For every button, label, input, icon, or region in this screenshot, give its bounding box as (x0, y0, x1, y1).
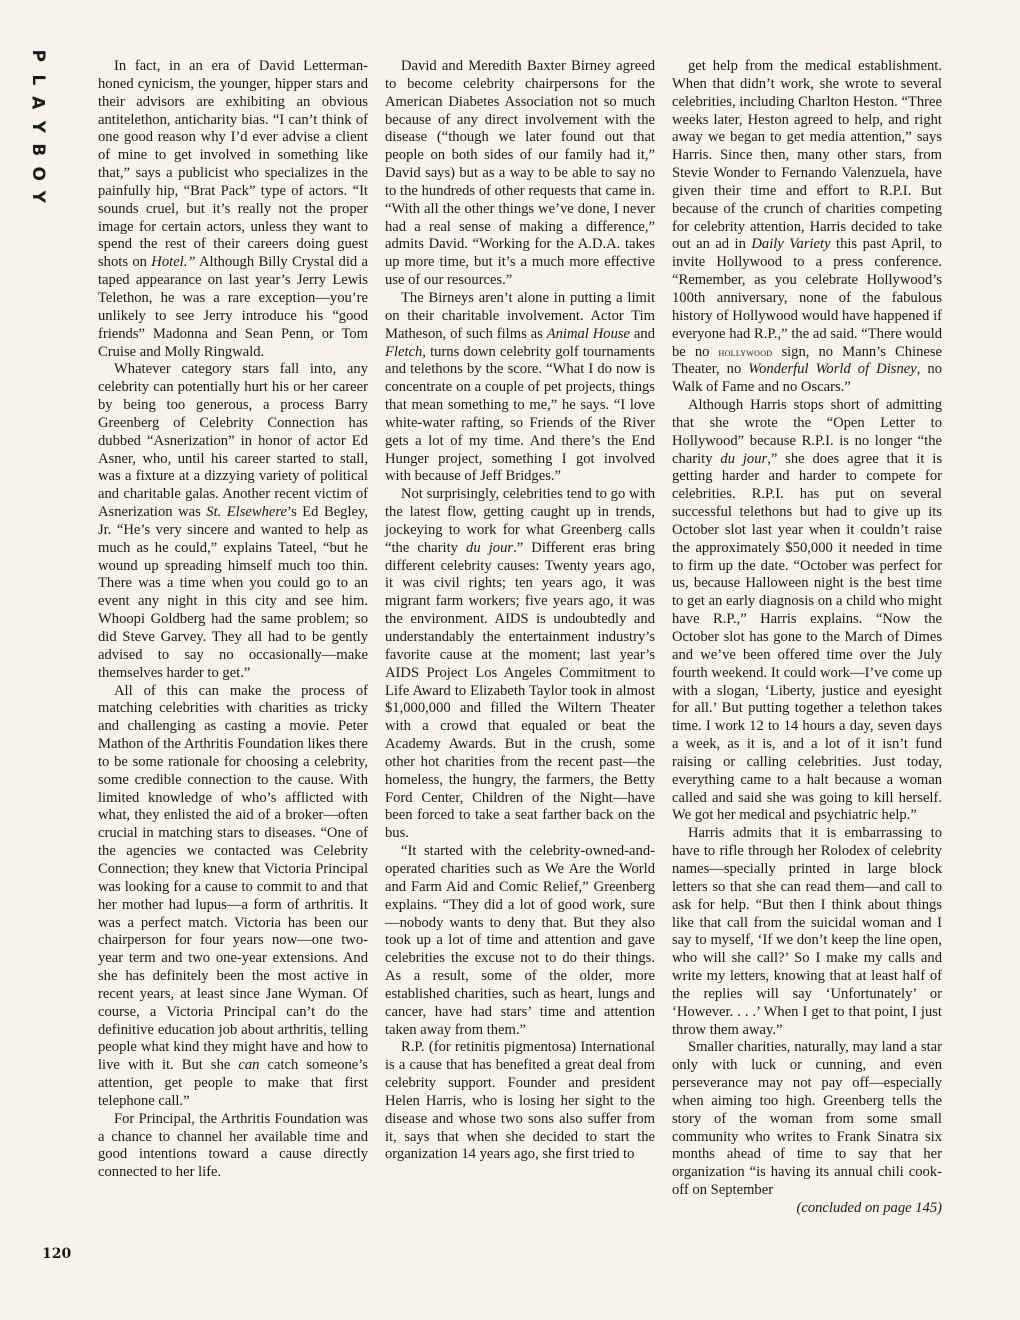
article-paragraph (672, 58, 942, 397)
article-column-1 (98, 58, 368, 1182)
text-run: Although Billy Crystal did a taped appearance on last year’s Jerry Lewis Telethon, he was a rare exception—you’re unlikely to see Jerry introduce his “good friends” Madonna and Sean Penn, or Tom Cruise and Molly Ringwald. (98, 254, 369, 360)
text-run: “It started with the celebrity-owned-and-operated charities such as We Are the World and Farm Aid and Comic Relief,” Greenberg explains. “They did a lot of good work, sure—nobody wants to deny that. But they also took up a lot of time and attention and gave celebrities the excuse not to do their things. As a result, some of the older, more established charities, such as heart, lungs and cancer, have had stars’ time and attention taken away from them.” (385, 843, 655, 1038)
text-run: , no Walk of Fame and no Oscars.” (672, 361, 942, 396)
text-run: Smaller charities, naturally, may land a star only with luck or cunning, and even perseverance may not pay off—especially when aiming too high. Greenberg tells the story of the woman from some small community who writes to Frank Sinatra six months ahead of time to say that her organization “is having its annual chili cook-off on September (672, 1039, 942, 1199)
italic-text: Wonderful World of Disney (748, 361, 917, 378)
masthead-vertical (24, 44, 50, 209)
masthead-letter: Y (27, 120, 48, 133)
text-run: get help from the medical establishment. When that didn’t work, she wrote to several celebrities, including Charlton Heston. “Three weeks later, Heston agreed to help, and right away we began to get media attention,” says Harris. Since then, many other stars, from Stevie Wonder to Fernando Valenzuela, have given their time and effort to R.P.I. But because of the crunch of charities competing for celebrity attention, Harris decided to take out an ad in (672, 58, 942, 253)
text-run: Harris admits that it is embarrassing to have to rifle through her Rolodex of celebrity names—specially printed in large block letters so that she can read them—and call to ask for help. “But then I think about things like that call from the suicidal woman and I say to myself, ‘If we don’t keep the line open, who will she call?’ So I make my calls and write my letters, knowing that at least half of the replies will say ‘Unfortunately’ or ‘However. . . .’ When I get to that point, I just throw them away.” (672, 825, 942, 1038)
masthead-letter: O (27, 166, 48, 181)
italic-text: Animal House (546, 325, 631, 342)
text-run: this past April, to invite Hollywood to a press conference. “Remember, as you celebrate Hollywood’s 100th anniversary, none of the fabulous history of Hollywood would have happened if everyone had R.P.,” the ad said. “There would be no (672, 236, 942, 360)
italic-text: du jour (466, 539, 514, 556)
text-run: and (630, 325, 655, 342)
article-paragraph (385, 843, 655, 1039)
text-run: ,” she does agree that it is getting harder and harder to compete for celebrities. R.P.I. has put on several successful telethons but had to give up its October slot last year when it couldn’t raise the approximately $50,000 it needed in time to firm up the date. “October was perfect for us, because Halloween night is the best time to get an early diagnosis on a child who might have R.P.,” Harris explains. “Now the October slot has gone to the March of Dimes and we’ve been offered time over the July fourth weekend. It could work—I’ve come up with a slogan, ‘Liberty, justice and eyesight for all.’ But putting together a telethon takes time. I work 12 to 14 hours a day, seven days a week, as it is, and a lot of it isn’t fund raising or calling celebrities. Just today, everything came to a halt because a woman called and said she was going to kill herself. We got her medical and psychiatric help.” (672, 450, 943, 824)
article-paragraph (98, 683, 368, 1111)
continuation-note: (concluded on page 145) (796, 1200, 942, 1216)
article-paragraph (98, 1111, 368, 1182)
text-run: .” Different eras bring different celebrity causes: Twenty years ago, it was civil rights; ten years ago, it was migrant farm workers; five years ago, it was the environment. AIDS is undoubtedly and understandably the entertainment industry’s favorite cause at the moment; last year’s AIDS Project Los Angeles Commitment to Life Award to Elizabeth Taylor took in almost $1,000,000 and filled the Wiltern Theater with a crowd that equaled or beat the Academy Awards. But in the crush, some other hot charities from the recent past—the homeless, the hungry, the farmers, the Betty Ford Center, Children of the Night—have been forced to take a seat farther back on the bus. (385, 539, 656, 842)
masthead-letter: A (27, 96, 48, 110)
text-run: Whatever category stars fall into, any celebrity can potentially hurt his or her career by being too generous, a process Barry Greenberg of Celebrity Connection has dubbed “Asnerization” in honor of actor Ed Asner, who, until his career started to stall, was a fixture at a dizzying variety of political and charitable galas. Another recent victim of Asnerization was (98, 361, 368, 521)
text-run: For Principal, the Arthritis Foundation was a chance to channel her available time and good intentions toward a cause directly connected to her life. (98, 1110, 368, 1181)
text-run: hollywood (718, 344, 773, 359)
masthead-letter: L (27, 73, 48, 85)
italic-text: du jour (720, 450, 768, 467)
article-paragraph (672, 397, 942, 825)
text-run: catch someone’s attention, get people to make that first telephone call.” (98, 1057, 368, 1109)
article-paragraph (385, 486, 655, 843)
article-paragraph (672, 825, 942, 1039)
article-paragraph (385, 290, 655, 486)
text-run: David and Meredith Baxter Birney agreed to become celebrity chairpersons for the American Diabetes Association not so much because of any direct involvement with the disease (“though we later found out that people on both sides of our family had it,” David says) but as a way to be able to say no to the hundreds of other requests that came in. “With all the other things we’ve done, I never had a real sense of making a difference,” admits David. “Working for the A.D.A. takes up more time, but it’s a much more effective use of our resources.” (385, 58, 655, 289)
text-run: R.P. (for retinitis pigmentosa) International is a cause that has benefited a great deal from celebrity support. Founder and president Helen Harris, who is losing her sight to the disease and whose two sons also suffer from it, says that when she decided to start the organization 14 years ago, she first tried to (385, 1039, 655, 1163)
italic-text: St. Elsewhere (206, 504, 288, 521)
article-paragraph (98, 361, 368, 682)
text-run: All of this can make the process of matching celebrities with charities as tricky and challenging as casting a movie. Peter Mathon of the Arthritis Foundation likes there to be some rationale for choosing a celebrity, some credible connection to the cause. With limited knowledge of who’s afflicted with what, they enlisted the aid of a broker—often crucial in matching stars to diseases. “One of the agencies we contacted was Celebrity Connection; they knew that Victoria Principal was looking for a cause to commit to and that her mother had lupus—a form of arthritis. It was a perfect match. Victoria has been our chairperson for four years now—one two-year term and two one-year extensions. And she has definitely been the most active in recent years, at least since Jane Wyman. Of course, a Victoria Principal can’t do the definitive education job about arthritis, telling people what kind they might have and how to live with it. But she (98, 682, 368, 1074)
article-column-2 (385, 58, 655, 1164)
article-paragraph (385, 58, 655, 290)
masthead-letter: B (27, 143, 48, 157)
italic-text: Hotel.” (151, 254, 196, 271)
italic-text: Daily Variety (751, 236, 831, 253)
text-run: In fact, in an era of David Letterman-honed cynicism, the younger, hipper stars and their advisors are exhibiting an obvious antitelethon, anticharity bias. “I can’t think of one good reason why I’d ever advise a client of mine to get involved in something like that,” says a publicist who specializes in the painfully hip, “Brat Pack” type of actors. “It sounds cruel, but it’s really not the proper image for certain actors, unless they want to spend the rest of their careers doing guest shots on (98, 58, 368, 271)
article-paragraph (98, 58, 368, 361)
text-run: The Birneys aren’t alone in putting a limit on their charitable involvement. Actor Tim Matheson, of such films as (385, 289, 655, 342)
italic-text: can (238, 1057, 260, 1074)
article-paragraph (672, 1039, 942, 1200)
text-run: ’s Ed Begley, Jr. “He’s very sincere and wanted to help as much as he could,” explains Tateel, “but he wound up spreading himself much too thin. There was a time when you could go to an event any night in this city and see him. Whoopi Goldberg had the same problem; so did Steve Garvey. They all had to be gently advised to say no occasionally—make themselves harder to get.” (98, 504, 368, 681)
text-run: Although Harris stops short of admitting that she wrote the “Open Letter to Hollywood” because R.P.I. is no longer “the charity (672, 397, 942, 467)
text-run: sign, no Mann’s Chinese Theater, no (672, 343, 942, 378)
masthead-letter: P (27, 49, 48, 62)
text-run: , turns down celebrity golf tournaments and telethons by the score. “What I do now is concentrate on a couple of pet projects, things that mean something to me,” he says. “I love white-water rafting, so Friends of the River gets a lot of my time. And there’s the End Hunger project, something I got involved with because of Jeff Bridges.” (385, 343, 655, 485)
article-paragraph (385, 1039, 655, 1164)
text-run: Not surprisingly, celebrities tend to go with the latest flow, getting caught up in trends, jockeying to work for what Greenberg calls “the charity (385, 486, 655, 556)
italic-text: Fletch (385, 343, 423, 360)
page-number: 120 (42, 1246, 72, 1262)
masthead-letter: Y (27, 190, 48, 203)
article-column-3 (672, 58, 942, 1218)
